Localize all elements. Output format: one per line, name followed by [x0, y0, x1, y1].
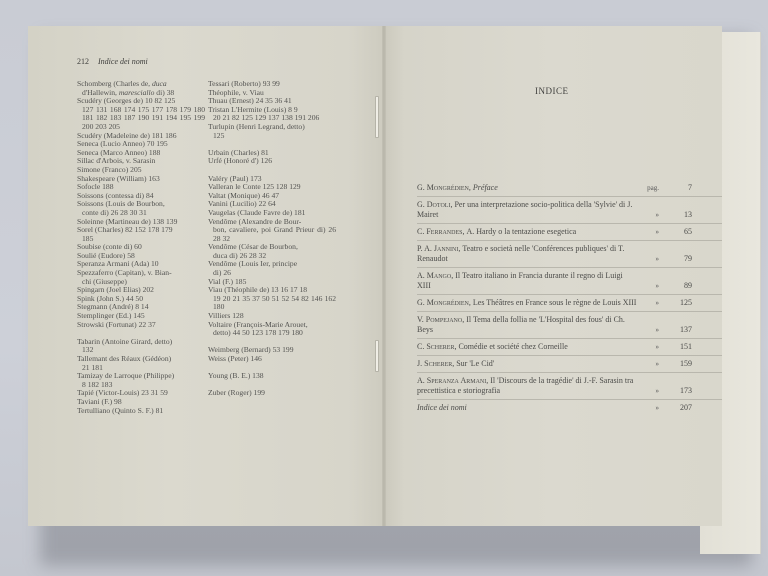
toc-page-number: 151 — [680, 342, 692, 351]
toc-page-number: 207 — [680, 403, 692, 412]
toc-page-marker: » — [655, 211, 659, 219]
index-entry: Viau (Théophile de) 13 16 17 18 19 20 21 35 37 50 51 52 54 82 146 162 180 — [208, 285, 336, 312]
index-entry: Tertulliano (Quinto S. F.) 81 — [77, 405, 164, 415]
running-head-title: Indice dei nomi — [98, 57, 148, 66]
toc-entry — [417, 312, 722, 339]
binding-staple — [375, 96, 379, 138]
index-entry: Valleran le Conte 125 128 129 — [208, 182, 301, 192]
index-column-a — [77, 80, 205, 415]
index-entry: Vendôme (Louis Ier, principe di) 26 — [208, 259, 298, 278]
book-gutter — [382, 26, 386, 526]
index-entry: Seneca (Marco Anneo) 188 — [77, 147, 161, 157]
toc-entry — [417, 197, 722, 224]
toc-entry — [417, 356, 722, 373]
index-entry: Stemplinger (Ed.) 145 — [77, 311, 145, 321]
toc-page-number: 13 — [684, 210, 692, 219]
index-entry: Sorel (Charles) 82 152 178 179 185 — [77, 225, 173, 243]
toc-page-marker: » — [655, 360, 659, 368]
index-entry: Weimberg (Bernard) 53 199 — [208, 345, 294, 355]
index-entry: Vanini (Lucilio) 22 64 — [208, 199, 276, 209]
index-entry: Strowski (Fortunat) 22 37 — [77, 319, 156, 329]
toc-author: A. Speranza Armani, — [417, 376, 491, 385]
index-entry: Scudéry (Madeleine de) 181 186 — [77, 130, 177, 140]
toc-page-marker: » — [655, 387, 659, 395]
toc-page-marker: » — [655, 255, 659, 263]
toc-author: J. Scherer, — [417, 359, 457, 368]
toc-title: Il Tema della follia ne 'L'Hospital des fous' di Ch. Beys — [417, 315, 625, 334]
index-entry: Valéry (Paul) 173 — [208, 173, 262, 183]
index-entry: Tapié (Victor-Louis) 23 31 59 — [77, 388, 168, 398]
index-entry: Young (B. E.) 138 — [208, 371, 264, 381]
toc-title: Comédie et société chez Corneille — [458, 342, 568, 351]
toc-title: Préface — [472, 183, 498, 192]
toc-entry — [417, 295, 722, 312]
toc-page-marker: pag. — [647, 184, 659, 192]
index-entry: Stegmann (André) 8 14 — [77, 302, 149, 312]
toc-author: G. Dotoli, — [417, 200, 455, 209]
index-entry: Spingarn (Joel Elias) 202 — [77, 285, 154, 295]
binding-staple — [375, 340, 379, 372]
toc-entry — [417, 224, 722, 241]
toc-title: Sur 'Le Cid' — [456, 359, 495, 368]
toc-title: Per una interpretazione socio-politica della 'Sylvie' di J. Mairet — [417, 200, 633, 219]
toc-entry — [417, 241, 722, 268]
toc-author: G. Mongrédien, — [417, 183, 473, 192]
index-entry: Vaugelas (Claude Favre de) 181 — [208, 207, 306, 217]
index-entry: Vendôme (César de Bourbon, duca di) 26 28 32 — [208, 242, 298, 260]
toc-title: Il Teatro italiano in Francia durante il regno di Luigi XIII — [417, 271, 623, 290]
toc-page-number: 125 — [680, 298, 692, 307]
index-entry: Tristan L'Hermite (Louis) 8 9 20 21 82 125 129 137 138 191 206 — [208, 104, 320, 123]
index-entry: Valtat (Monique) 46 47 — [208, 190, 280, 200]
toc-author: P. A. Jannini, — [417, 244, 463, 253]
toc-entry — [417, 268, 722, 295]
toc-page-number: 89 — [684, 281, 692, 290]
toc-page-number: 159 — [680, 359, 692, 368]
table-of-contents — [417, 180, 722, 416]
index-entry: Weiss (Peter) 146 — [208, 354, 262, 363]
toc-page-number: 7 — [688, 183, 692, 192]
index-entry: Voltaire (François-Marie Arouet, detto) 44 50 123 178 179 180 — [208, 319, 308, 338]
toc-page-number: 137 — [680, 325, 692, 334]
toc-page-marker: » — [655, 343, 659, 351]
toc-title: Il 'Discours de la tragédie' di J.-F. Sarasin tra precettistica e storiografia — [417, 376, 634, 395]
index-entry: Schomberg (Charles de, duca d'Hallewin, maresciallo di) 38 — [77, 79, 175, 97]
index-entry: Tamizay de Larroque (Philippe) 8 182 183 — [77, 371, 175, 389]
index-entry: Sofocle 188 — [77, 182, 114, 192]
toc-page-number: 65 — [684, 227, 692, 236]
index-entry: Tallemant des Réaux (Gédéon) 21 181 — [77, 354, 172, 372]
toc-author: C. Ferrandes, — [417, 227, 467, 236]
toc-author: C. Scherer, — [417, 342, 459, 351]
index-entry: Soleinne (Martineau de) 138 139 — [77, 216, 178, 226]
index-entry: Taviani (F.) 98 — [77, 396, 122, 406]
index-entry: Seneca (Lucio Anneo) 70 195 — [77, 139, 168, 149]
index-entry: Simone (Franco) 205 — [77, 164, 142, 174]
index-entry: Thuau (Ernest) 24 35 36 41 — [208, 96, 292, 106]
index-entry: Scudéry (Georges de) 10 82 125 127 131 168 174 175 177 178 179 180 181 182 183 187 190 191 194 195 199 200 203 205 — [77, 96, 205, 131]
index-entry: Vial (F.) 185 — [208, 276, 247, 286]
toc-title: Teatro e società nelle 'Conférences publiques' di T. Renaudot — [417, 244, 625, 263]
toc-author: A. Mango, — [417, 271, 456, 280]
toc-page-marker: » — [655, 282, 659, 290]
toc-heading: INDICE — [535, 86, 569, 96]
index-entry: Théophile, v. Viau — [208, 87, 264, 97]
toc-title: Indice dei nomi — [417, 403, 467, 412]
toc-title: A. Hardy o la tentazione esegetica — [466, 227, 577, 236]
index-entry: Spink (John S.) 44 50 — [77, 293, 144, 303]
toc-entry — [417, 180, 722, 197]
toc-page-marker: » — [655, 404, 659, 412]
index-column-b — [208, 80, 336, 398]
toc-page-marker: » — [655, 228, 659, 236]
index-entry: Shakespeare (William) 163 — [77, 173, 160, 183]
index-entry: Vendôme (Alexandre de Bour- bon, cavaliere, poi Grand Prieur di) 26 28 32 — [208, 216, 336, 243]
index-entry: Spezzaferro (Capitan), v. Bian- chi (Giuseppe) — [77, 268, 172, 286]
index-entry: Soubise (conte di) 60 — [77, 242, 142, 252]
index-entry: Soissons (Louis de Bourbon, conte di) 26 28 30 31 — [77, 199, 165, 217]
index-entry: Turlupin (Henri Legrand, detto) 125 — [208, 121, 305, 140]
page-number: 212 — [77, 57, 89, 66]
toc-title: Les Théâtres en France sous le règne de Louis XIII — [472, 298, 637, 307]
toc-author: G. Mongrédien, — [417, 298, 473, 307]
index-entry: Sillac d'Arbois, v. Sarasin — [77, 156, 156, 166]
toc-page-number: 79 — [684, 254, 692, 263]
toc-page-marker: » — [655, 326, 659, 334]
index-entry: Soulié (Eudore) 58 — [77, 250, 135, 260]
index-entry: Soissons (contessa di) 84 — [77, 190, 154, 200]
toc-entry — [417, 400, 722, 416]
toc-page-marker: » — [655, 299, 659, 307]
toc-entry — [417, 373, 722, 400]
index-entry: Tessari (Roberto) 93 99 — [208, 79, 280, 88]
index-entry: Tabarin (Antoine Girard, detto) 132 — [77, 336, 173, 355]
index-entry: Villiers 128 — [208, 311, 244, 321]
index-entry: Urbain (Charles) 81 — [208, 147, 269, 157]
index-entry: Zuber (Roger) 199 — [208, 388, 265, 398]
index-entry: Urfé (Honoré d') 126 — [208, 156, 272, 166]
running-head — [77, 57, 148, 66]
toc-author: V. Pompejano, — [417, 315, 467, 324]
index-entry: Speranza Armani (Ada) 10 — [77, 259, 159, 269]
toc-entry — [417, 339, 722, 356]
toc-page-number: 173 — [680, 386, 692, 395]
